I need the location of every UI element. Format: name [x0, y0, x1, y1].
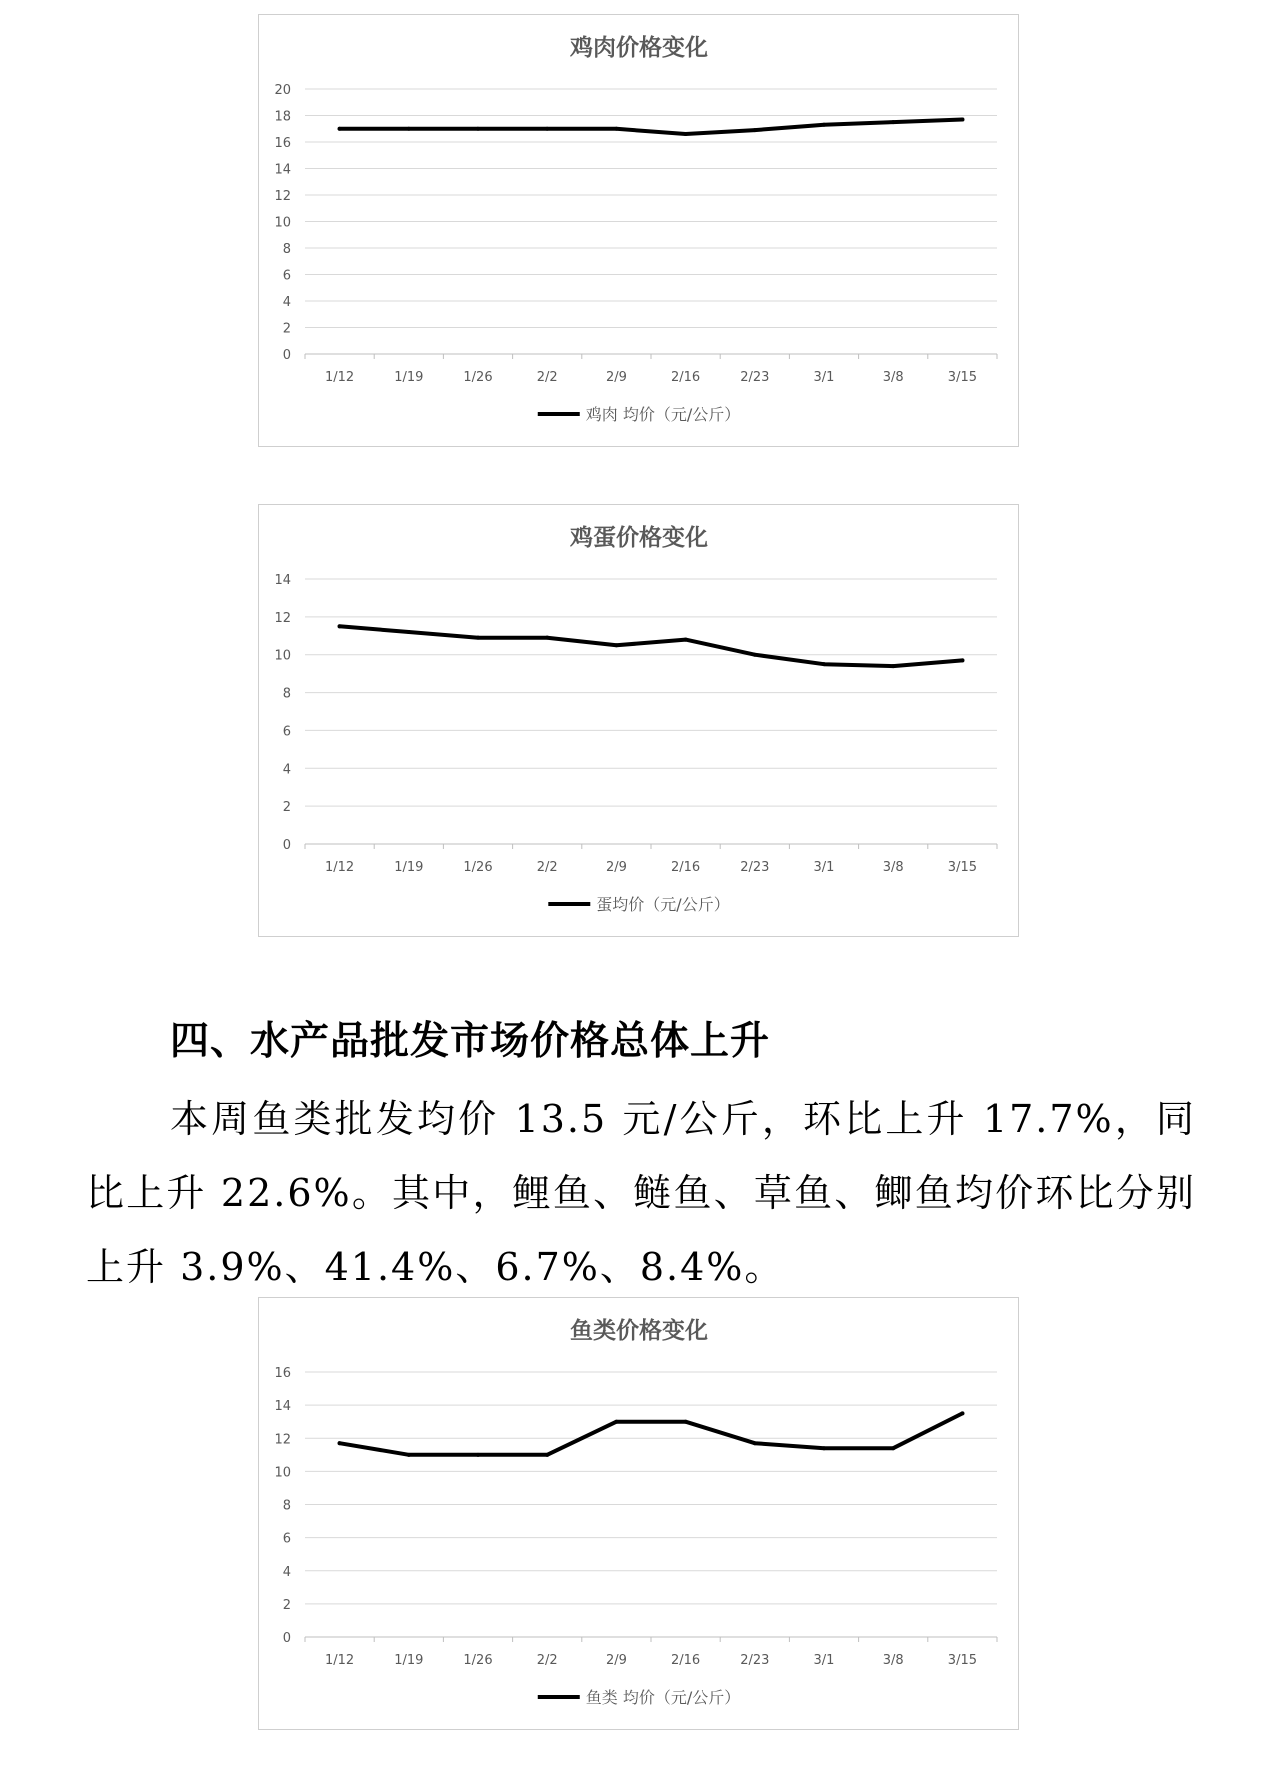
y-tick-label: 14	[274, 573, 291, 588]
x-tick-label: 1/26	[463, 370, 493, 385]
y-tick-label: 2	[282, 1597, 291, 1613]
x-tick-label: 3/1	[813, 860, 835, 875]
data-point	[753, 1441, 757, 1445]
data-point	[338, 624, 342, 628]
data-point	[338, 127, 342, 131]
x-tick-label: 1/12	[324, 1653, 355, 1668]
data-point	[684, 638, 688, 642]
x-tick-label: 3/15	[947, 1653, 978, 1668]
data-point	[822, 662, 826, 666]
fish-price-chart	[258, 1297, 1019, 1730]
y-tick-label: 18	[274, 109, 291, 125]
x-tick-label: 2/23	[740, 1653, 770, 1668]
data-point	[960, 658, 964, 662]
x-tick-label: 2/9	[605, 860, 627, 875]
data-point	[684, 132, 688, 136]
x-tick-label: 2/23	[740, 370, 770, 385]
data-point	[476, 1453, 480, 1457]
y-tick-label: 16	[274, 1366, 291, 1381]
section-heading: 四、水产品批发市场价格总体上升	[170, 1019, 771, 1064]
data-point	[822, 1446, 826, 1450]
y-tick-label: 12	[274, 189, 291, 204]
data-point	[614, 643, 618, 647]
chart-title: 鱼类价格变化	[570, 1318, 708, 1344]
y-tick-label: 10	[274, 648, 291, 664]
x-tick-label: 3/8	[882, 1653, 904, 1668]
data-point	[545, 127, 549, 131]
y-tick-label: 8	[282, 242, 291, 257]
data-point	[476, 636, 480, 640]
x-tick-label: 3/8	[882, 370, 904, 385]
data-point	[407, 630, 411, 634]
x-tick-label: 2/9	[605, 370, 627, 385]
x-tick-label: 1/19	[394, 1653, 424, 1668]
x-tick-label: 1/26	[463, 1653, 493, 1668]
y-tick-label: 2	[282, 321, 291, 337]
x-tick-label: 3/15	[947, 370, 978, 385]
data-point	[684, 1420, 688, 1424]
data-point	[614, 127, 618, 131]
y-tick-label: 4	[282, 1564, 291, 1580]
x-tick-label: 1/12	[324, 860, 355, 875]
y-tick-label: 4	[282, 762, 291, 778]
legend-label: 鱼类 均价（元/公斤）	[585, 1688, 741, 1707]
x-tick-label: 1/19	[394, 860, 424, 875]
x-tick-label: 2/16	[670, 1653, 701, 1668]
egg-price-chart-svg	[259, 505, 1020, 938]
x-tick-label: 2/9	[605, 1653, 627, 1668]
y-tick-label: 0	[282, 838, 291, 853]
legend-label: 蛋均价（元/公斤）	[596, 895, 730, 914]
data-point	[338, 1441, 342, 1445]
chart-title: 鸡肉价格变化	[570, 35, 708, 61]
y-tick-label: 20	[274, 83, 291, 98]
y-tick-label: 2	[282, 800, 291, 816]
y-tick-label: 8	[282, 686, 291, 702]
x-tick-label: 1/19	[394, 370, 424, 385]
chart-title: 鸡蛋价格变化	[570, 525, 708, 551]
section-paragraph: 本周鱼类批发均价 13.5 元/公斤，环比上升 17.7%，同比上升 22.6%。其中，鲤鱼、鲢鱼、草鱼、鲫鱼均价环比分别上升 3.9%、41.4%、6.7%、8.4%。	[86, 1097, 1196, 1289]
series-line	[340, 120, 963, 135]
x-tick-label: 2/2	[536, 1653, 558, 1668]
data-point	[545, 636, 549, 640]
y-tick-label: 16	[274, 136, 291, 151]
data-point	[753, 128, 757, 132]
data-point	[476, 127, 480, 131]
y-tick-label: 0	[282, 348, 291, 363]
x-tick-label: 3/1	[813, 1653, 835, 1668]
data-point	[822, 123, 826, 127]
x-tick-label: 1/12	[324, 370, 355, 385]
chicken-price-chart	[258, 14, 1019, 447]
x-tick-label: 3/1	[813, 370, 835, 385]
egg-price-chart	[258, 504, 1019, 937]
y-tick-label: 10	[274, 215, 291, 231]
x-tick-label: 2/23	[740, 860, 770, 875]
fish-price-chart-svg	[259, 1298, 1020, 1731]
chicken-price-chart-svg	[259, 15, 1020, 448]
y-tick-label: 8	[282, 1498, 291, 1514]
y-tick-label: 6	[282, 1531, 291, 1547]
y-tick-label: 0	[282, 1631, 291, 1646]
x-tick-label: 2/16	[670, 860, 701, 875]
y-tick-label: 4	[282, 295, 291, 310]
data-point	[891, 1446, 895, 1450]
x-tick-label: 1/26	[463, 860, 493, 875]
data-point	[407, 127, 411, 131]
series-line	[340, 1413, 963, 1454]
data-point	[407, 1453, 411, 1457]
y-tick-label: 12	[274, 610, 291, 626]
y-tick-label: 6	[282, 268, 291, 284]
legend-label: 鸡肉 均价（元/公斤）	[585, 405, 741, 424]
data-point	[614, 1420, 618, 1424]
series-line	[340, 626, 963, 666]
y-tick-label: 14	[274, 162, 291, 178]
x-tick-label: 2/2	[536, 860, 558, 875]
data-point	[891, 120, 895, 124]
data-point	[545, 1453, 549, 1457]
y-tick-label: 6	[282, 724, 291, 740]
x-tick-label: 3/15	[947, 860, 978, 875]
y-tick-label: 10	[274, 1465, 291, 1481]
data-point	[960, 1411, 964, 1415]
y-tick-label: 14	[274, 1399, 291, 1415]
y-tick-label: 12	[274, 1432, 291, 1448]
x-tick-label: 3/8	[882, 860, 904, 875]
data-point	[960, 117, 964, 121]
data-point	[891, 664, 895, 668]
x-tick-label: 2/2	[536, 370, 558, 385]
x-tick-label: 2/16	[670, 370, 701, 385]
data-point	[753, 653, 757, 657]
